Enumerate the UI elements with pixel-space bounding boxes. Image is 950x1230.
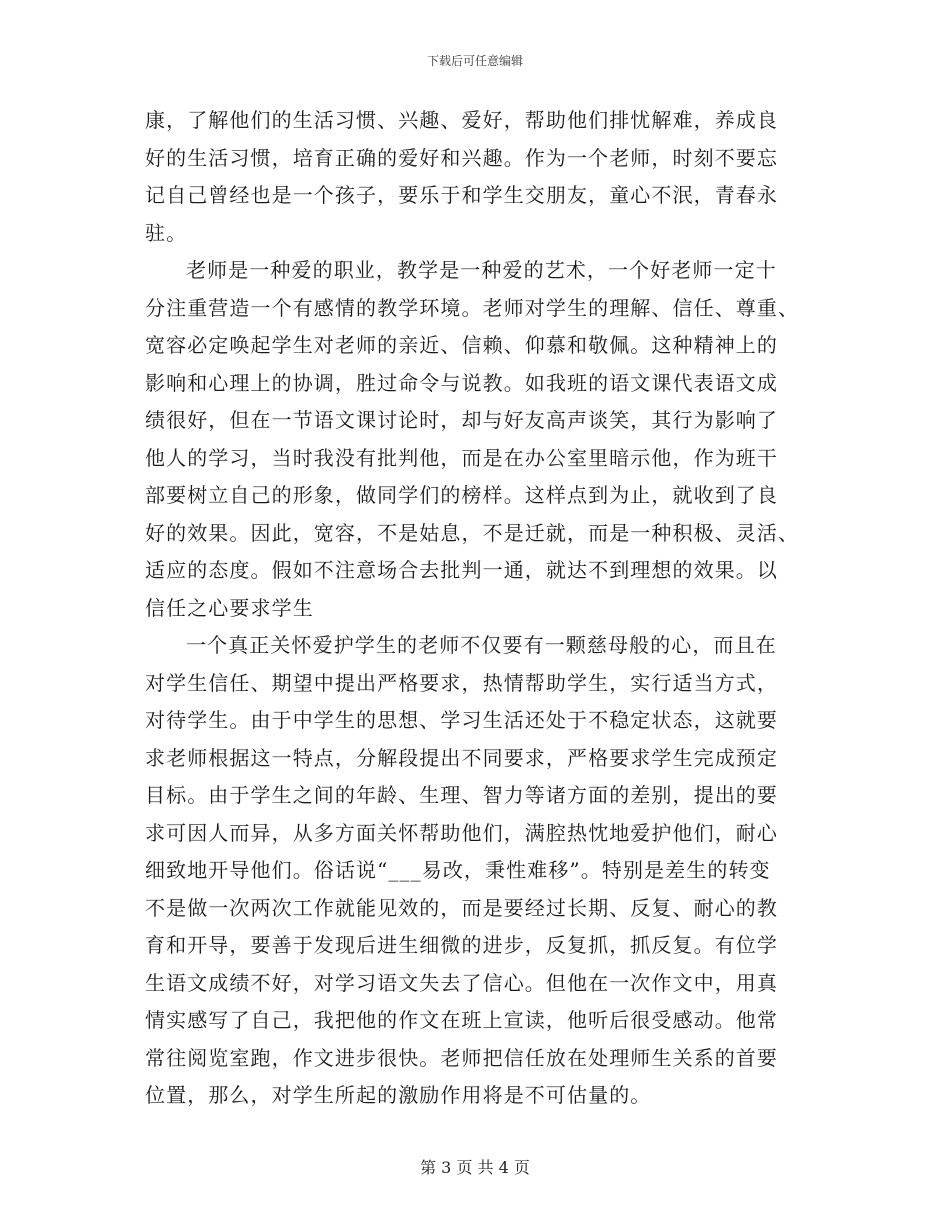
paragraph-2: 老师是一种爱的职业，教学是一种爱的艺术，一个好老师一定十 分注重营造一个有感情的教学环境。老师对学生的理解、信任、尊重、 宽容必定唤起学生对老师的亲近、信赖、仰慕和敬佩。这种精神上的 影响和心理上的协调，胜过命令与说教。如我班的语文课代表语文成 绩很好，但在一节语文课讨论时，却与好友高声谈笑，其行为影响了 他人的学习，当时我没有批判他，而是在办公室里暗示他，作为班干 部要树立自己的形象，做同学们的榜样。这样点到为止，就收到了良 好的效果。因此，宽容，不是姑息，不是迁就，而是一种积极、灵活、 适应的态度。假如不注意场合去批判一通，就达不到理想的效果。以 信任之心要求学生 [145,258,800,620]
paragraph-3: 一个真正关怀爱护学生的老师不仅要有一颗慈母般的心，而且在 对学生信任、期望中提出严格要求，热情帮助学生，实行适当方式， 对待学生。由于中学生的思想、学习生活还处于不稳定状态，这就要 求老师根据这一特点，分解段提出不同要求，严格要求学生完成预定 目标。由于学生之间的年龄、生理、智力等诸方面的差别，提出的要 求可因人而异，从多方面关怀帮助他们，满腔热忱地爱护他们，耐心 细致地开导他们。俗话说“___易改，秉性难移”。特别是差生的转变 不是做一次两次工作就能见效的，而是要经过长期、反复、耐心的教 育和开导，要善于发现后进生细微的进步，反复抓，抓反复。有位学 生语文成绩不好，对学习语文失去了信心。但他在一次作文中，用真 情实感写了自己，我把他的作文在班上宣读，他听后很受感动。他常 常往阅览室跑，作文进步很快。老师把信任放在处理师生关系的首要 位置，那么，对学生所起的激励作用将是不可估量的。 [145,633,778,1107]
page-header: 下载后可任意编辑 [426,54,523,68]
page-number: 第 3 页 共 4 页 [420,1158,530,1177]
paragraph-1: 康，了解他们的生活习惯、兴趣、爱好，帮助他们排忧解难，养成良 好的生活习惯，培育正确的爱好和兴趣。作为一个老师，时刻不要忘 记自己曾经也是一个孩子，要乐于和学生交朋友，童心不泯，青春永 驻。 [145,108,778,245]
document-body [145,102,807,1115]
